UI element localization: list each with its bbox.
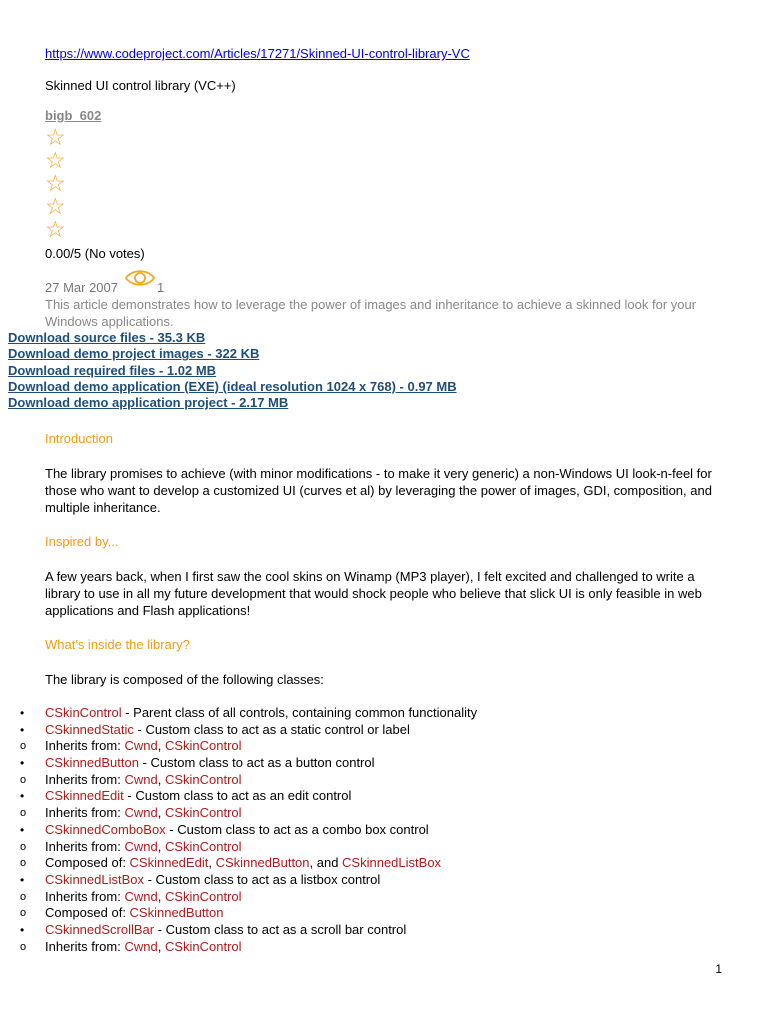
sub-bullet-marker: o — [20, 907, 27, 920]
class-name: Cwnd — [124, 938, 158, 954]
class-name: CSkinnedEdit — [129, 855, 209, 871]
star-outline-icon[interactable]: ☆ — [45, 147, 66, 173]
class-name: CSkinnedComboBox — [45, 821, 166, 837]
page-number: 1 — [715, 962, 722, 976]
class-name: CSkinnedScrollBar — [45, 921, 155, 937]
list-item-text — [45, 855, 441, 872]
list-item-fragment: Inherits from: — [45, 805, 125, 821]
list-item-fragment: - Custom class to act as a static control or label — [133, 721, 410, 737]
sub-bullet-marker: o — [20, 857, 27, 870]
list-item — [0, 839, 760, 856]
list-item-text — [45, 788, 351, 805]
class-name: CSkinControl — [164, 938, 242, 954]
list-item-fragment: Inherits from: — [45, 938, 125, 954]
list-item — [0, 755, 760, 772]
bullet-marker: • — [20, 722, 25, 737]
introduction-paragraph: The library promises to achieve (with minor modifications - to make it very generic) a non-Windows UI look-n-feel for those who want to develop a customized UI (curves et al) by leveraging the power of images, GDI, composition, and multiple inheritance. — [45, 466, 712, 515]
class-name: CSkinnedButton — [45, 755, 139, 771]
list-item-text — [45, 839, 242, 856]
star-outline-icon[interactable]: ☆ — [45, 124, 66, 150]
list-item-fragment: , and — [309, 855, 343, 871]
list-item-text — [45, 755, 375, 772]
class-name: CSkinnedStatic — [45, 721, 134, 737]
class-name: CSkinnedListBox — [342, 855, 442, 871]
article-summary: This article demonstrates how to leverage the power of images and inheritance to achieve a skinned look for your Windows applications. — [45, 297, 697, 329]
list-item — [0, 738, 760, 755]
class-name: CSkinControl — [164, 888, 242, 904]
class-name: CSkinControl — [164, 738, 242, 754]
list-item-text — [45, 722, 410, 739]
list-item-text — [45, 822, 429, 839]
bullet-marker: • — [20, 872, 25, 887]
class-name: CSkinControl — [164, 838, 242, 854]
section-heading-inside: What's inside the library? — [45, 637, 190, 652]
list-item-fragment: - Custom class to act as a button control — [138, 755, 375, 771]
download-link[interactable]: Download required files - 1.02 MB — [8, 362, 217, 378]
class-name: Cwnd — [124, 838, 158, 854]
list-item-text — [45, 872, 380, 889]
list-item-text — [45, 905, 224, 922]
bullet-marker: • — [20, 822, 25, 837]
download-links — [8, 330, 457, 411]
list-item-fragment: - Custom class to act as an edit control — [123, 788, 352, 804]
inside-paragraph: The library is composed of the following classes: — [45, 672, 324, 687]
list-item-fragment: Inherits from: — [45, 838, 125, 854]
article-url-link[interactable]: https://www.codeproject.com/Articles/17271/Skinned-UI-control-library-VC — [45, 46, 470, 61]
class-name: CSkinnedListBox — [45, 871, 144, 887]
list-item-fragment: , — [208, 855, 216, 871]
list-item-text — [45, 705, 477, 722]
list-item-fragment: - Custom class to act as a scroll bar control — [154, 921, 407, 937]
list-item — [0, 905, 760, 922]
download-link[interactable]: Download source files - 35.3 KB — [8, 330, 206, 345]
sub-bullet-marker: o — [20, 807, 27, 820]
bullet-marker: • — [20, 706, 25, 720]
list-item-fragment: Inherits from: — [45, 738, 125, 754]
section-heading-introduction: Introduction — [45, 431, 113, 446]
class-name: CSkinnedButton — [215, 855, 310, 871]
star-rating — [45, 126, 71, 241]
class-name: CSkinnedButton — [129, 905, 224, 921]
download-link[interactable]: Download demo application project - 2.17 MB — [8, 395, 289, 411]
list-item-fragment: , — [157, 738, 165, 754]
list-item-text — [45, 805, 242, 822]
bullet-marker: • — [20, 922, 25, 937]
star-outline-icon[interactable]: ☆ — [45, 170, 66, 196]
class-name: Cwnd — [124, 738, 158, 754]
section-heading-inspired: Inspired by... — [45, 534, 119, 549]
list-item — [0, 722, 760, 739]
list-item-fragment: - Custom class to act as a combo box control — [165, 821, 429, 837]
list-item — [0, 772, 760, 789]
class-list — [0, 705, 760, 955]
bullet-marker: • — [20, 789, 25, 804]
list-item-fragment: , — [157, 805, 165, 821]
list-item — [0, 822, 760, 839]
publish-date: 27 Mar 2007 — [45, 280, 118, 295]
list-item — [0, 922, 760, 939]
author-link[interactable]: bigb_602 — [45, 108, 102, 123]
download-link[interactable]: Download demo application (EXE) (ideal resolution 1024 x 768) - 0.97 MB — [8, 378, 457, 394]
list-item — [0, 705, 760, 722]
list-item-text — [45, 772, 242, 789]
download-link[interactable]: Download demo project images - 322 KB — [8, 346, 260, 362]
view-count: 1 — [157, 280, 165, 295]
list-item-fragment: Composed of: — [45, 855, 130, 871]
list-item-text — [45, 922, 406, 939]
sub-bullet-marker: o — [20, 840, 27, 853]
list-item-fragment: Inherits from: — [45, 888, 125, 904]
list-item — [0, 889, 760, 906]
list-item — [0, 855, 760, 872]
list-item — [0, 939, 760, 956]
list-item-fragment: - Custom class to act as a listbox control — [144, 871, 381, 887]
bullet-marker: • — [20, 756, 25, 771]
sub-bullet-marker: o — [20, 773, 27, 786]
list-item-fragment: Composed of: — [45, 905, 130, 921]
list-item-fragment: , — [157, 771, 165, 787]
list-item-fragment: , — [157, 938, 165, 954]
list-item-fragment: , — [157, 838, 165, 854]
list-item — [0, 788, 760, 805]
list-item-fragment: - Parent class of all controls, containing common functionality — [121, 705, 478, 720]
sub-bullet-marker: o — [20, 890, 27, 903]
sub-bullet-marker: o — [20, 940, 27, 953]
article-title: Skinned UI control library (VC++) — [45, 78, 236, 93]
list-item-text — [45, 889, 242, 906]
list-item — [0, 872, 760, 889]
star-outline-icon[interactable]: ☆ — [45, 193, 66, 219]
class-name: CSkinControl — [164, 771, 242, 787]
star-outline-icon[interactable]: ☆ — [45, 216, 66, 242]
list-item-text — [45, 738, 242, 755]
class-name: CSkinControl — [45, 705, 122, 720]
list-item-fragment: Inherits from: — [45, 771, 125, 787]
list-item-text — [45, 939, 242, 956]
list-item — [0, 805, 760, 822]
eye-icon — [124, 268, 156, 288]
class-name: Cwnd — [124, 805, 158, 821]
class-name: CSkinControl — [164, 805, 242, 821]
sub-bullet-marker: o — [20, 740, 27, 753]
list-item-fragment: , — [157, 888, 165, 904]
class-name: Cwnd — [124, 888, 158, 904]
class-name: Cwnd — [124, 771, 158, 787]
rating-text: 0.00/5 (No votes) — [45, 246, 145, 261]
class-name: CSkinnedEdit — [45, 788, 124, 804]
inspired-paragraph: A few years back, when I first saw the cool skins on Winamp (MP3 player), I felt excited and challenged to write a library to use in all my future development that would shock people who believe that slick UI is only feasible in web applications and Flash applications! — [45, 569, 702, 618]
